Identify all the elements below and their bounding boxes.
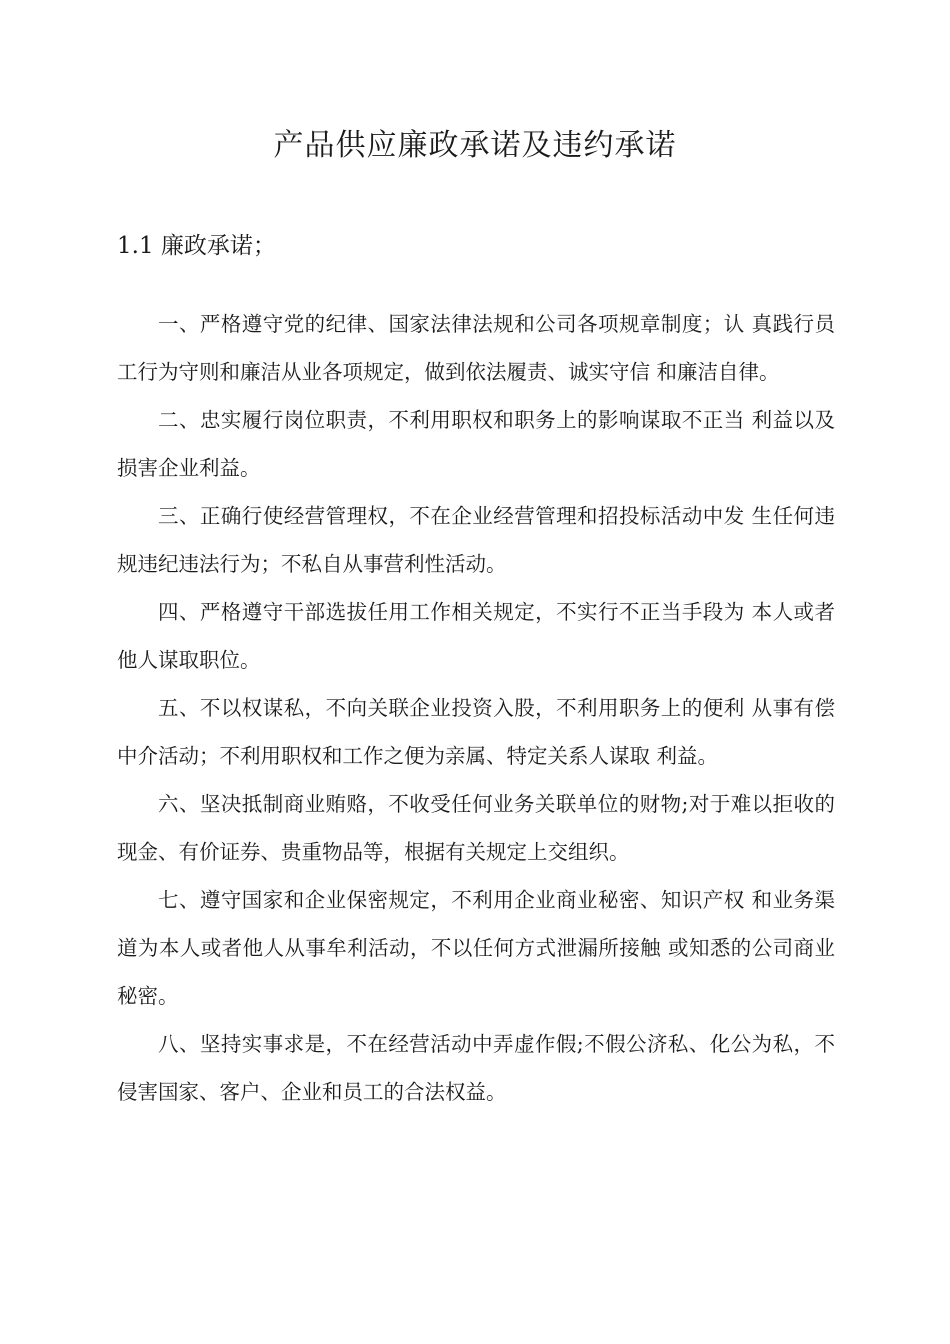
commitment-paragraph-5: 五、不以权谋私，不向关联企业投资入股，不利用职务上的便利 从事有偿中介活动；不利用职权和工作之便为亲属、特定关系人谋取 利益。 [117,696,835,768]
commitment-paragraph-4: 四、严格遵守干部选拔任用工作相关规定，不实行不正当手段为 本人或者他人谋取职位。 [117,600,835,672]
commitment-paragraph-8: 八、坚持实事求是，不在经营活动中弄虚作假;不假公济私、化公为私，不侵害国家、客户、企业和员工的合法权益。 [117,1032,835,1104]
section-heading: 1.1 廉政承诺； [117,233,276,259]
document-title: 产品供应廉政承诺及违约承诺 [273,128,677,163]
commitment-paragraph-6: 六、坚决抵制商业贿赂，不收受任何业务关联单位的财物;对于难以拒收的现金、有价证券、贵重物品等，根据有关规定上交组织。 [117,792,835,864]
commitment-paragraph-1: 一、严格遵守党的纪律、国家法律法规和公司各项规章制度；认 真践行员工行为守则和廉洁从业各项规定，做到依法履责、诚实守信 和廉洁自律。 [117,312,835,384]
commitment-list [117,300,835,1116]
commitment-paragraph-3: 三、正确行使经营管理权，不在企业经营管理和招投标活动中发 生任何违规违纪违法行为；不私自从事营利性活动。 [117,504,835,576]
commitment-paragraph-2: 二、忠实履行岗位职责，不利用职权和职务上的影响谋取不正当 利益以及损害企业利益。 [117,408,835,480]
commitment-paragraph-7: 七、遵守国家和企业保密规定，不利用企业商业秘密、知识产权 和业务渠道为本人或者他人从事牟利活动，不以任何方式泄漏所接触 或知悉的公司商业秘密。 [117,888,835,1008]
